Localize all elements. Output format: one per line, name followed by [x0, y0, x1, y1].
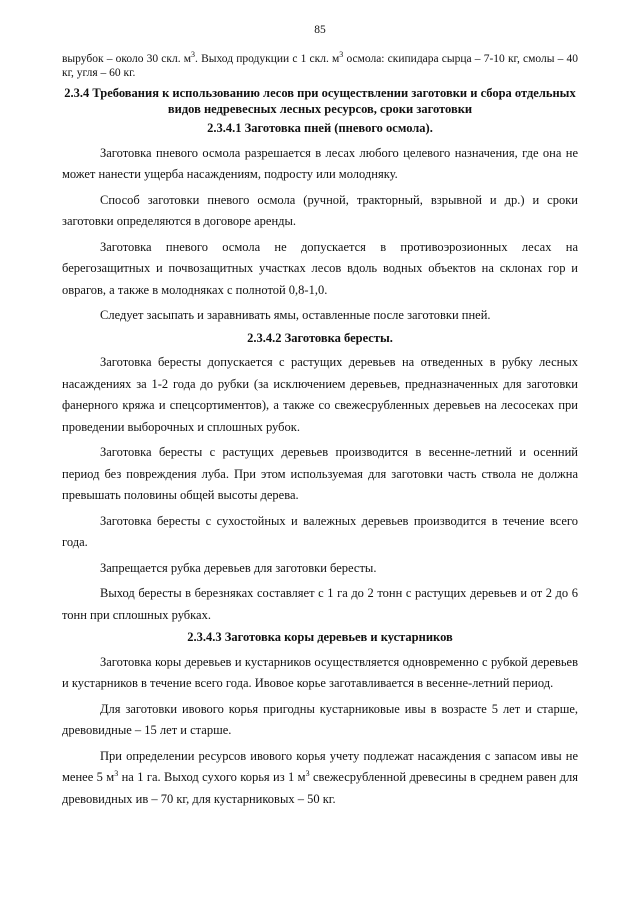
- paragraph-text-1: При определении ресурсов ивового корья учету подлежат насаждения с запасом ивы не менее 5 м: [62, 748, 578, 784]
- paragraph: Выход бересты в березняках составляет с 1 га до 2 тонн с растущих деревьев и от 2 до 6 тонн при сплошных рубках.: [62, 586, 578, 622]
- paragraph: Для заготовки ивового корья пригодны кустарниковые ивы в возрасте 5 лет и старше, древовидные – 15 лет и старше.: [62, 701, 578, 737]
- intro-text-3: осмола: скипидара сырца – 7-10 кг, смолы – 40 кг, угля – 60 кг.: [62, 53, 579, 79]
- page-content: [62, 52, 578, 814]
- subsection-heading-bark: 2.3.4.3 Заготовка коры деревьев и кустарников: [187, 630, 453, 644]
- paragraph: Следует засыпать и заравнивать ямы, оставленные после заготовки пней.: [100, 308, 491, 322]
- intro-text-2: . Выход продукции с 1 скл. м: [195, 53, 340, 65]
- paragraph: Заготовка бересты с растущих деревьев производится в весенне-летний и осенний период без повреждения луба. При этом используемая для заготовки часть ствола не должна превышать половины общей высоты дерева.: [62, 445, 578, 502]
- paragraph: Заготовка пневого осмола разрешается в лесах любого целевого назначения, где она не может нанести ущерба насаждениям, подросту или молодняку.: [62, 145, 578, 181]
- paragraph-text-2: на 1 га. Выход сухого корья из 1 м: [118, 770, 306, 784]
- paragraph: [62, 746, 578, 811]
- superscript-cubic: 3: [114, 768, 119, 778]
- paragraph: Запрещается рубка деревьев для заготовки бересты.: [100, 560, 377, 575]
- section-heading: 2.3.4 Требования к использованию лесов при осуществлении заготовки и сбора отдельных видов недревесных лесных ресурсов, сроки заготовки: [64, 86, 576, 116]
- superscript-cubic: 3: [339, 50, 344, 60]
- paragraph-text-3: свежесрубленной древесины в среднем равен для древовидных ив – 70 кг, для кустарниковых – 50 кг.: [62, 770, 579, 806]
- subsection-heading-stumps: 2.3.4.1 Заготовка пней (пневого осмола).: [207, 121, 433, 135]
- page-number: 85: [314, 24, 326, 36]
- superscript-cubic: 3: [191, 50, 196, 60]
- paragraph: Заготовка пневого осмола не допускается в противоэрозионных лесах на берегозащитных и почвозащитных участках лесов вдоль водных объектов на склонах гор и оврагов, а также в молодняках с полнотой 0,8-1,0.: [62, 239, 578, 297]
- paragraph: Способ заготовки пневого осмола (ручной, тракторный, взрывной и др.) и сроки заготовки определяются в договоре аренды.: [62, 192, 578, 228]
- intro-paragraph: [62, 52, 578, 80]
- paragraph: Заготовка бересты с сухостойных и валежных деревьев производится в течение всего года.: [62, 513, 578, 549]
- subsection-heading-birch-bark: 2.3.4.2 Заготовка бересты.: [247, 330, 393, 345]
- superscript-cubic: 3: [305, 768, 310, 778]
- intro-text-1: вырубок – около 30 скл. м: [62, 53, 192, 65]
- paragraph: Заготовка бересты допускается с растущих деревьев на отведенных в рубку лесных насаждениях за 1-2 года до рубки (за исключением деревьев, предназначенных для заготовки фанерного кряжа и спецсортиментов), а также со свежесрубленных деревьев на лесосеках при проведении выборочных и сплошных рубок.: [62, 355, 578, 434]
- paragraph: Заготовка коры деревьев и кустарников осуществляется одновременно с рубкой деревьев и кустарников в течение всего года. Ивовое корье заготавливается в весенне-летний период.: [62, 654, 578, 690]
